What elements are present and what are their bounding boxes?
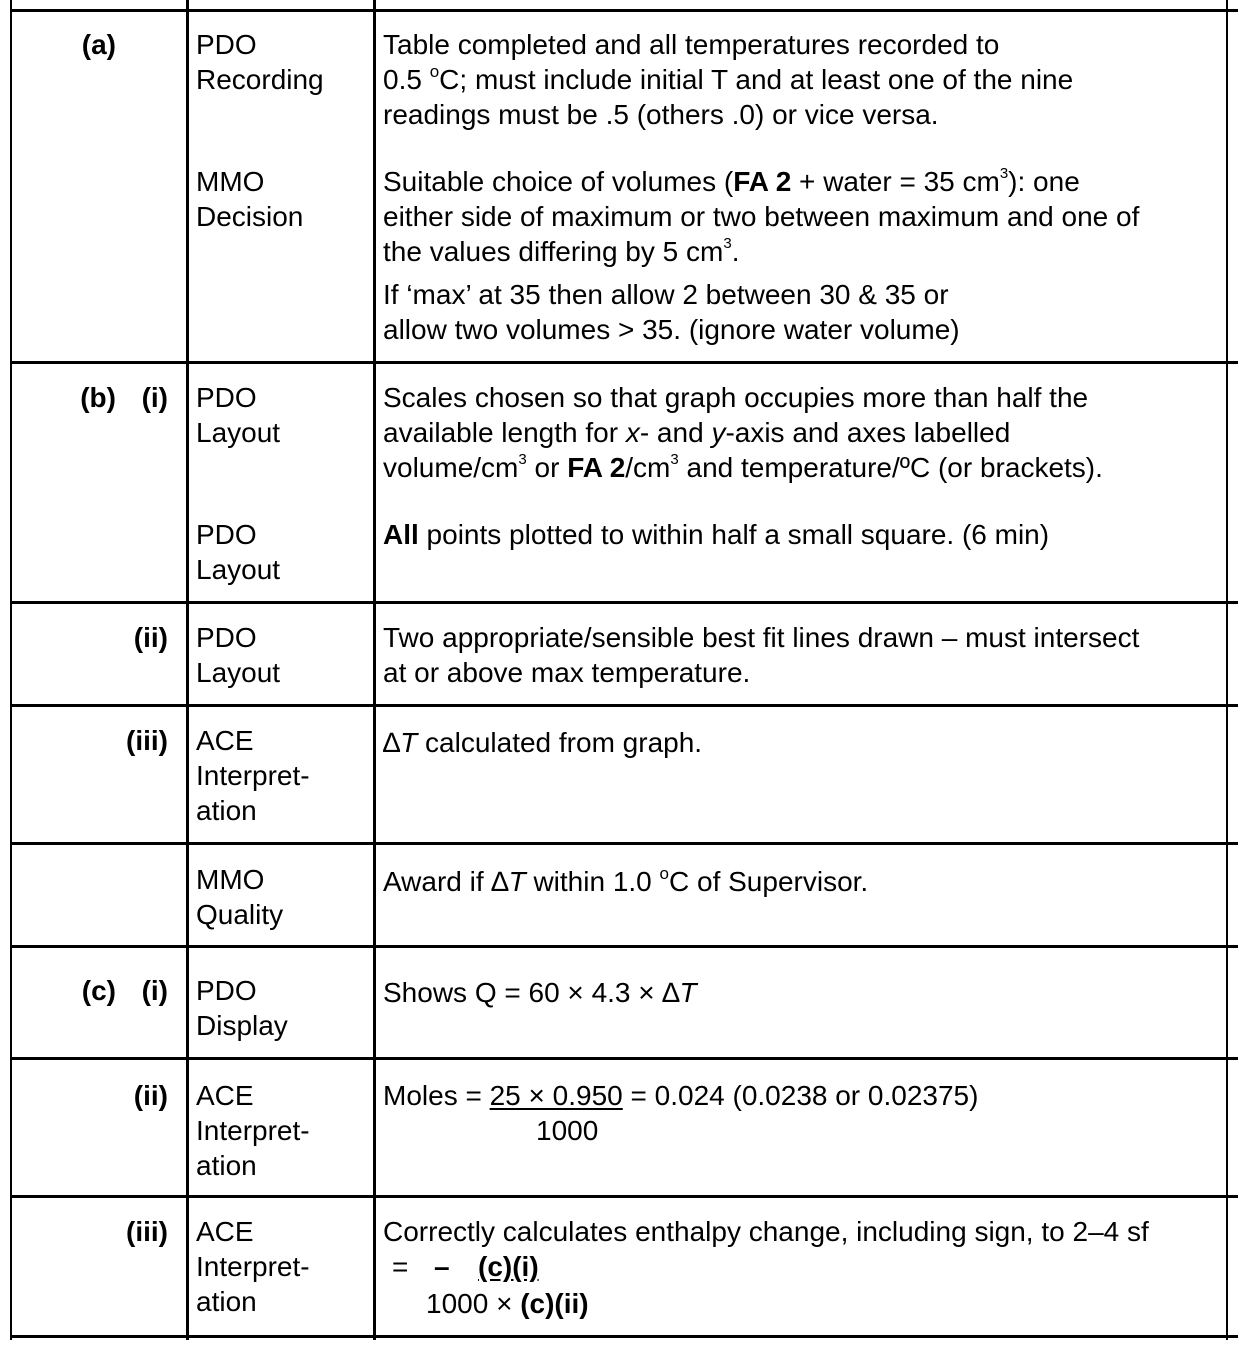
skill-cell <box>196 1078 371 1183</box>
column-divider-2 <box>373 0 376 1340</box>
skill-type: Quality <box>196 899 284 930</box>
marking-criterion <box>383 517 1228 552</box>
row-divider <box>10 842 1238 845</box>
marking-criterion: Table completed and all temperatures recorded to 0.5 $^o$C; must include initial T and at least one of the nine readings must be .5 (others .0) or vice versa. <box>383 29 1074 130</box>
skill-cell <box>196 164 371 234</box>
skill-cell <box>196 380 371 450</box>
moles-denominator: 1000 <box>536 1115 599 1146</box>
skill-type: Layout <box>196 657 281 688</box>
enthalpy-denominator: 1000 × (c)(ii) <box>426 1288 589 1319</box>
marking-criterion: Two appropriate/sensible best fit lines drawn – must intersect at or above max temperature. <box>383 622 1140 688</box>
skill-type: Recording <box>196 64 324 95</box>
skill-cell <box>196 973 371 1043</box>
question-label-c: (c) <box>81 975 116 1006</box>
question-sublabel: (iii) <box>126 1216 168 1247</box>
emphasis-text: All <box>383 519 419 550</box>
skill-type: Layout <box>196 417 281 448</box>
row-divider <box>10 1195 1238 1198</box>
row-divider <box>10 361 1238 364</box>
row-divider <box>10 945 1238 948</box>
skill-category: ACE <box>196 725 254 756</box>
marking-criterion: Scales chosen so that graph occupies more than half the available length for x- and y-axis and axes labelled volume/$cm^3$ or FA $2/cm^3$ and temperature/ºC (or brackets). <box>383 382 1103 483</box>
skill-category: PDO <box>196 519 257 550</box>
skill-type: Decision <box>196 201 304 232</box>
marking-criterion: Correctly calculates enthalpy change, including sign, to 2–4 sf <box>383 1216 1149 1247</box>
question-sublabel: (i) <box>141 975 168 1006</box>
equals-sign: = <box>392 1251 409 1282</box>
moles-numerator: 25 × 0.950 <box>489 1080 623 1111</box>
marking-criterion: ∆T calculated from graph. <box>383 727 703 758</box>
marking-criterion: Suitable choice of volumes (FA 2 + water = 35 $cm^3$): one either side of maximum or two between maximum and one of the values differing by 5 $cm^3$. <box>383 165 1140 267</box>
question-label-b: (b) <box>80 382 116 413</box>
moles-label: Moles = <box>383 1080 490 1111</box>
marking-note: If ‘max’ at 35 then allow 2 between 30 & 35 or allow two volumes > 35. (ignore water volume) <box>383 279 960 345</box>
skill-type: Interpret- <box>196 1115 310 1146</box>
skill-cell <box>196 27 371 97</box>
skill-type: Interpret- <box>196 1251 310 1282</box>
skill-cell <box>196 1214 371 1319</box>
skill-category: MMO <box>196 864 265 895</box>
row-divider <box>10 1057 1238 1060</box>
skill-type-cont: ation <box>196 795 257 826</box>
skill-category: PDO <box>196 382 257 413</box>
table-border-left <box>10 0 12 1340</box>
question-label-a: (a) <box>81 29 116 60</box>
skill-type: Layout <box>196 554 281 585</box>
skill-type: Interpret- <box>196 760 310 791</box>
criterion-text: points plotted to within half a small square. (6 min) <box>418 519 1050 550</box>
row-divider <box>10 601 1238 604</box>
row-divider <box>10 704 1238 707</box>
row-divider <box>10 1335 1238 1338</box>
skill-cell <box>196 723 371 828</box>
moles-calculation <box>383 1078 1228 1113</box>
marking-criterion: Shows Q = 60 × 4.3 × ∆T <box>383 977 697 1008</box>
moles-result: = 0.024 (0.0238 or 0.02375) <box>622 1080 979 1111</box>
marking-criterion: Award if ∆T within 1.0 $^o$C of Supervisor. <box>383 864 869 897</box>
skill-category: PDO <box>196 29 257 60</box>
skill-category: ACE <box>196 1216 254 1247</box>
column-divider-1 <box>186 0 189 1340</box>
skill-category: PDO <box>196 622 257 653</box>
question-sublabel: (i) <box>141 382 168 413</box>
question-sublabel: (ii) <box>133 1080 168 1111</box>
enthalpy-numerator: (c)(i) <box>478 1251 539 1282</box>
skill-cell <box>196 620 371 690</box>
skill-type-cont: ation <box>196 1150 257 1181</box>
skill-category: PDO <box>196 975 257 1006</box>
skill-cell <box>196 862 371 932</box>
minus-sign: – <box>434 1251 450 1282</box>
row-divider <box>10 9 1238 12</box>
skill-type-cont: ation <box>196 1286 257 1317</box>
skill-cell <box>196 517 371 587</box>
skill-type: Display <box>196 1010 288 1041</box>
question-sublabel: (ii) <box>133 622 168 653</box>
skill-category: MMO <box>196 166 265 197</box>
question-sublabel: (iii) <box>126 725 168 756</box>
skill-category: ACE <box>196 1080 254 1111</box>
